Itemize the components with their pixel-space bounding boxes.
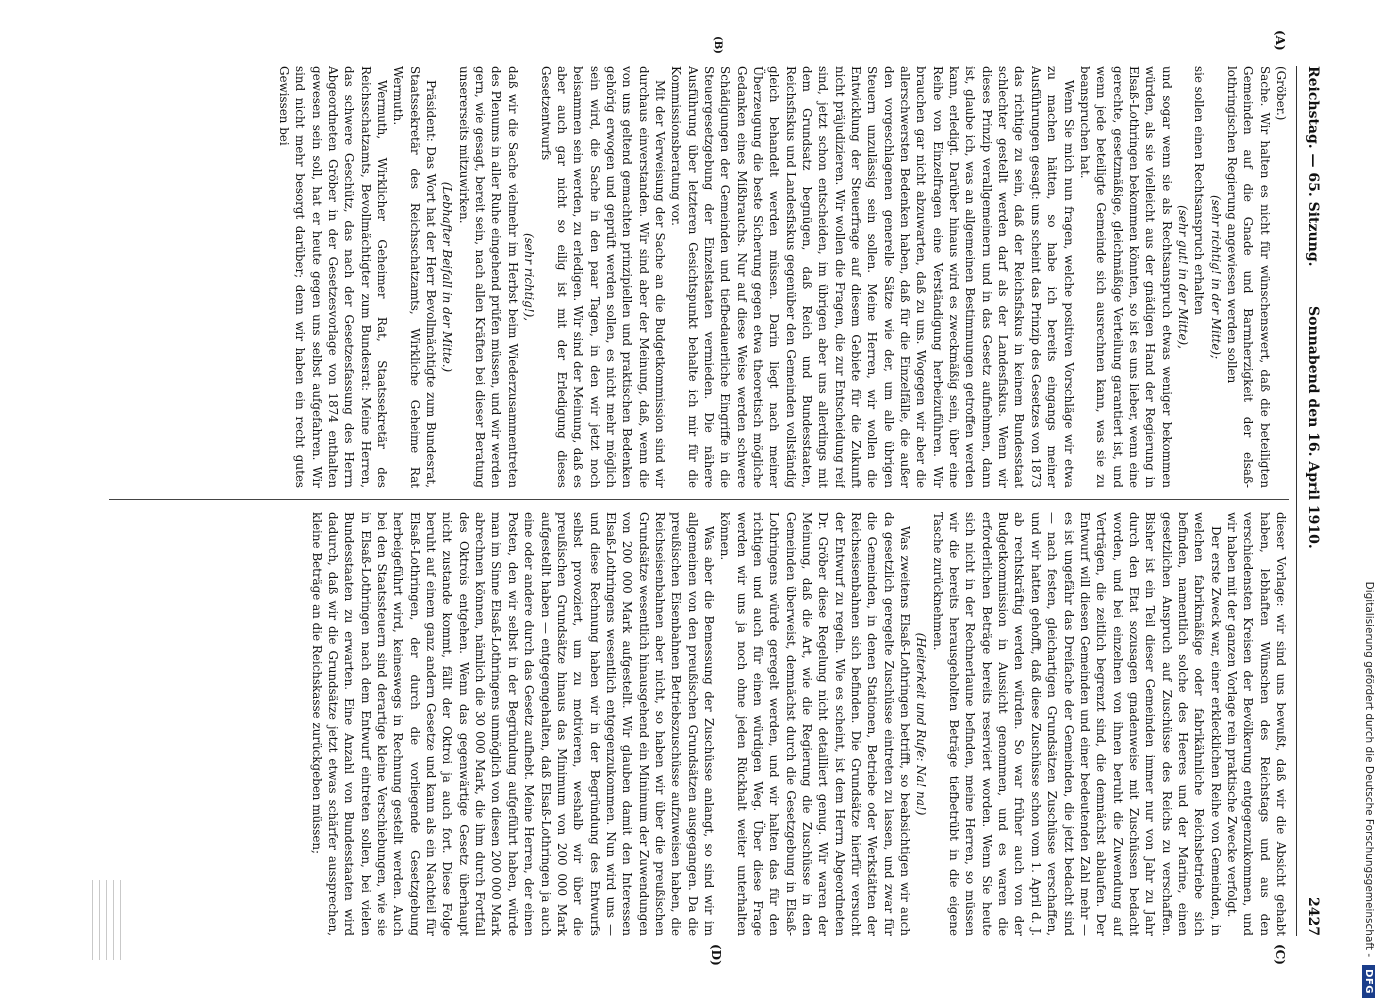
margin-mark-a: (A) [1273, 30, 1287, 51]
digitization-banner [1357, 4, 1381, 998]
left-column-paragraph: sie sollen einen Rechtsanspruch erhalten [1192, 66, 1207, 315]
header-date: Sonnabend den 16. April 1910. [1305, 306, 1321, 549]
left-column-paragraph: (sehr gut! in der Mitte), [1175, 205, 1190, 349]
left-column-paragraph: (sehr richtig! in der Mitte); [1208, 194, 1223, 360]
left-column-paragraph: Wermuth, Wirklicher Geheimer Rat, Staatssekretär des Reichsschatzamts, Bevollmächtigter zum Bundesrat: Meine Herren, das schwere Geschütz, das nach der Gesetzesfassung des Herrn Abgeordneten Gröber in der Gesetzesvorlage von 1874 enthalten gewesen sein soll, hat er heute gegen uns selbst aufgefahren. Wir sind nicht mehr besorgt darüber; denn wir haben ein recht gutes Gewissen bei [277, 66, 390, 488]
margin-mark-b: (B) [712, 36, 723, 54]
page-number: 2427 [1305, 897, 1321, 936]
left-column-paragraph: und sogar wenn sie als Rechtsanspruch etwas weniger bekommen würden, als sie vielleicht aus der gnädigen Hand der Regierung in Elsaß-Lothringen bekommen könnten, so ist es uns lieber, wenn eine gerechte, gesetzmäßige, gleichmäßige Verteilung garantiert ist, und wenn jede beteiligte Gemeinde sich ausrechnen kann, was sie zu beanspruchen hat. [1077, 66, 1174, 488]
left-column-paragraph: Präsident: Das Wort hat der Herr Bevollmächtigte zum Bundesrat, Staatssekretär des Reichsschatzamts, Wirkliche Geheime Rat Wermuth. [391, 66, 439, 488]
digitization-note: Digitalisierung gefördert durch die Deutsche Forschungsgemeinschaft - [1363, 581, 1375, 958]
left-column-paragraph: Mit der Verweisung der Sache an die Budgetkommission sind wir durchaus einverstanden. Wir sind aber der Meinung, daß, wenn die von uns geltend gemachten prinzipiellen und praktischen Bedenken gehörig erwogen und geprüft werden sollen, es nicht mehr möglich sein wird, die Sache in den paar Tagen, in den wir jetzt noch beisammen sein werden, zu erledigen. Wir sind der Meinung, daß es aber auch gar nicht so eilig ist mit der Erledigung dieses Gesetzentwurfs [538, 66, 667, 488]
page-header [1299, 66, 1325, 936]
margin-mark-c: (C) [1273, 944, 1287, 965]
left-column-paragraph: Sache. Wir halten es nicht für wünschenswert, daß die beteiligten Gemeinden auf die Gnade und Barmherzigkeit der elsaß-lothringischen Regierung angewiesen werden sollen [1224, 66, 1272, 488]
right-column-paragraph: (Heiterkeit und Rufe: Na! na!) [914, 632, 929, 816]
right-column-paragraph: Was zweitens Elsaß-Lothringen betrifft, so beabsichtigen wir auch da gesetzlich geregelte Zuschüsse eintreten zu lassen, und zwar für die Gemeinden, in denen Stationen, Betriebe oder Werkstätten der Reichseisenbahnen sich befinden. Die Grundsätze hierfür versucht der Entwurf zu regeln. Wie es scheint, ist dem Herrn Abgeordneten Dr. Gröber diese Regelung nicht detailliert genug. Wir waren der Meinung, daß die Art, wie die Regierung die Zuschüsse in den Gemeinden überweist, demnächst durch die Gesetzgebung in Elsaß-Lothringens würde geregelt werden, und wir halten das für den richtigen und auch für einen würdigen Weg. Über diese Frage werden wir uns ja noch ohne jeden Rückhalt weiter unterhalten können. [718, 512, 913, 936]
header-rule [1296, 66, 1297, 936]
header-left: Reichstag. — 65. Sitzung. [1305, 66, 1321, 267]
left-column-paragraph: (sehr richtig!), [522, 232, 537, 322]
column-divider [109, 499, 1289, 500]
left-column-paragraph: (Gröber.) [1274, 66, 1288, 121]
right-column [109, 512, 1289, 936]
left-column [109, 66, 1289, 488]
margin-mark-d: (D) [709, 944, 723, 966]
right-column-paragraph: dieser Vorlage: wir sind uns bewußt, daß wir die Absicht gehabt haben, lebhaften Wünschen des Reichstags und aus den verschiedensten Kreisen der Bevölkerung entgegenzukommen, und wir haben mit der ganzen Vorlage rein praktische Zwecke verfolgt. [1224, 512, 1288, 936]
right-column-paragraph: Der erste Zweck war, einer erklecklichen Reihe von Gemeinden, in welchen fabrikmäßige oder fabrikähnliche Reichsbetriebe sich befinden, namentlich solche des Heeres und der Marine, einen gesetzlichen Anspruch auf Zuschüsse des Reichs zu verschaffen. Bisher ist ein Teil dieser Gemeinden immer nur von Jahr zu Jahr durch den Etat sozusagen gnadenweise mit Zuschüssen bedacht worden, und bei einzelnen von ihnen beruht die Zuwendung auf Verträgen, die zeitlich begrenzt sind, die demnächst ablaufen. Der Entwurf will diesen Gemeinden und einer bedeutenden Zahl mehr — es ist ungefähr das Dreifache der Gemeinden, die jetzt bedacht sind — nach festen, gleichartigen Grundsätzen Zuschüsse verschaffen, und wir hatten gehofft, daß diese Zuschüsse schon vom 1. April d. J. ab rechtskräftig werden würden. So war früher auch von der Budgetkommission in Aussicht genommen, und es waren die erforderlichen Beträge bereits reserviert worden. Wenn Sie heute sich nicht in der Rechnerlaune befinden, meine Herren, so müssen wir die bereits herausgeholten Beträge tiefbetrübt in die eigene Tasche zurücknehmen. [930, 512, 1223, 936]
library-stamp [31, 880, 121, 960]
left-column-paragraph: daß wir die Sache vielmehr im Herbst beim Wiederzusammentreten des Plenums in aller Ruhe eingehend prüfen müssen, und wir werden gern, wie gesagt, bereit sein, nach allen Kräften bei dieser Beratung unsererseits mitzuwirken. [456, 66, 520, 488]
left-column-paragraph: (Lebhafter Beifall in der Mitte.) [440, 181, 455, 373]
right-column-paragraph: Was aber die Bemessung der Zuschüsse anlangt, so sind wir im allgemeinen von den preußischen Grundsätzen ausgegangen. Da die preußischen Eisenbahnen Betriebszuschüsse aufzuweisen haben, die Reichseisenbahnen aber nicht, so haben wir über die preußischen Grundsätze wesentlich hinausgehend ein Minimum der Zuwendungen von 200 000 Mark aufgestellt. Wir glauben damit den Interessen Elsaß-Lothringens wesentlich entgegenzukommen. Nun wird uns — und diese Rechnung haben wir in der Begründung des Entwurfs selbst provoziert, um zu motivieren, weshalb wir über die preußischen Grundsätze hinaus das Minimum von 200 000 Mark aufgestellt haben — entgegengehalten, daß Elsaß-Lothringen ja auch eine oder andere durch das Gesetz aufhebt. Meine Herren, der einen Posten, den wir selbst in der Begründung aufgeführt haben, würde man im Sinne Elsaß-Lothringens unmöglich von diesen 200 000 Mark abrechnen können, nämlich die 30 000 Mark, die ihm durch Fortfall des Oktrois entgehen. Wenn das gegenwärtige Gesetz überhaupt nicht zustande kommt, fällt der Oktroi ja auch fort. Diese Folge beruht auf einem ganz andern Gesetze und kann als ein Nachteil für Elsaß-Lothringen, der durch die vorliegende Gesetzgebung herbeigeführt wird, keineswegs in Rechnung gestellt werden. Auch bei den Staatssteuern sind derartige kleine Verschiebungen, wie sie in Elsaß-Lothringen nach dem Entwurf eintreten sollen, bei vielen Bundesstaaten zu erwarten. Eine Anzahl von Bundesstaaten wird dadurch, daß wir die Grundsätze jetzt etwas schärfer aussprechen, kleine Beträge an die Reichskasse zurückgeben müssen; [309, 512, 716, 936]
left-column-paragraph: Wenn Sie mich nun fragen, welche positiven Vorschläge wir etwa zu machen hätten, so habe ich bereits eingangs meiner Ausführungen gesagt: uns scheint das Prinzip des Gesetzes von 1873 das richtige zu sein, daß der Reichsfiskus in keinem Bundesstaat schlechter gestellt werden darf als der Landesfiskus. Wenn wir dieses Prinzip verallgemeinern und in das Gesetz aufnehmen, dann ist, glaube ich, was an allgemeinen Bestimmungen getroffen werden kann, erledigt. Darüber hinaus wird es zweckmäßig sein, über eine Reihe von Einzelfragen eine Verständigung herbeizuführen. Wir brauchen gar nicht abzuwarten, daß zu uns. Wogegen wir aber die allerschwersten Bedenken haben, daß für die Einzelfälle, die außer den vorgeschlagenen generelle Sätze wie der, um alle übrigen Steuern unzulässig sein sollen. Meine Herren, wir wollen die Entwicklung der Steuerfrage auf diesem Gebiete für die Zukunft nicht präjudizieren. Wir wollen die Fragen, die zur Entscheidung reif sind, jetzt schon entscheiden, im übrigen aber uns allerdings mit dem Grundsatz begnügen, daß Reich und Bundesstaaten, Reichsfiskus und Landesfiskus gegenüber den Gemeinden vollständig gleich behandelt werden müssen. Darin liegt nach meiner Überzeugung die beste Sicherung gegen etwa theoretisch mögliche Gedanken eines Mißbrauchs. Nur auf diese Weise werden schwere Schädigungen der Gemeinden und tiefbedauerliche Eingriffe in die Steuergesetzgebung der Einzelstaaten vermieden. Die nähere Ausführung über letzteren Gesichtspunkt behalte ich mir für die Kommissionsberatung vor. [669, 66, 1076, 488]
dfg-logo: DFG [1363, 965, 1376, 998]
